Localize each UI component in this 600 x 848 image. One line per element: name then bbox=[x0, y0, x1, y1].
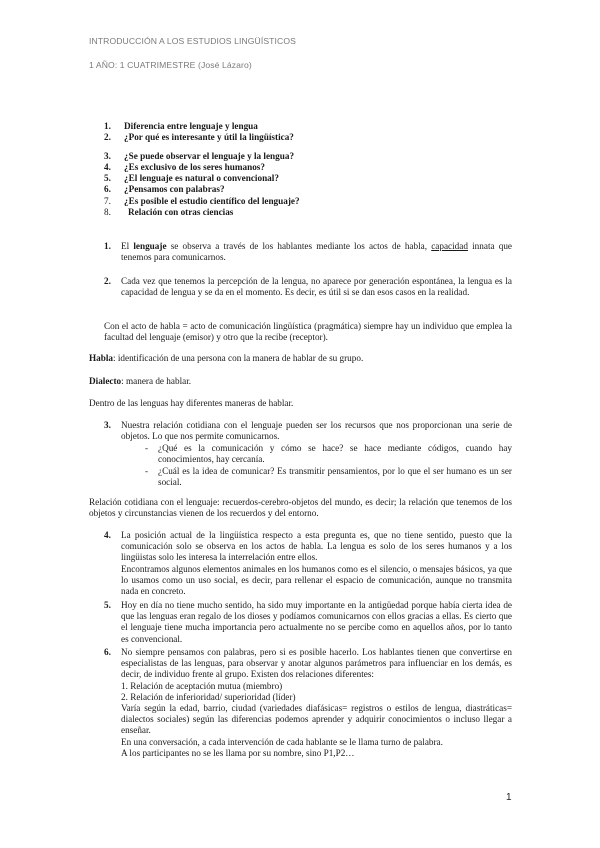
section-number: 6. bbox=[104, 647, 111, 657]
topic-number: 3. bbox=[104, 151, 111, 162]
topic-label: ¿Por qué es interesante y útil la lingüística? bbox=[124, 132, 294, 143]
topic-label: Diferencia entre lenguaje y lengua bbox=[124, 121, 258, 131]
section-4-paragraph-1: La posición actual de la lingüística respecto a esta pregunta es, que no tiene sentido, puesto que la comunicación solo se observa en los actos de habla. La lengua es solo de los seres humanos y a los lingüistas solo les interesa la interrelación entre ellos. bbox=[121, 530, 512, 563]
section-6-paragraph-3: En una conversación, a cada intervención de cada hablante se le llama turno de palabra. bbox=[121, 736, 443, 747]
section-6-paragraph-4: A los participantes no se les llama por su nombre, sino P1,P2… bbox=[121, 747, 355, 758]
relation-1: 1. Relación de aceptación mutua (miembro) bbox=[121, 680, 283, 691]
topic-item bbox=[104, 132, 424, 143]
section-number: 2. bbox=[104, 276, 111, 286]
topic-label: ¿Se puede observar el lenguaje y la lengua? bbox=[124, 151, 295, 162]
document-header-term: 1 AÑO: 1 CUATRIMESTRE (José Lázaro) bbox=[89, 60, 252, 70]
section-1-text: El lenguaje se observa a través de los hablantes mediante los actos de habla, capacidad innata que tenemos para comunicarnos. bbox=[121, 241, 513, 263]
page-number: 1 bbox=[506, 792, 512, 803]
section-6-paragraph-1: No siempre pensamos con palabras, pero si es posible hacerlo. Los hablantes tienen que convertirse en especialistas de las lenguas, para observar y anotar algunos parámetros para influenciar en los demás, es decir, de individuo frente al grupo. Existen dos relaciones diferentes: bbox=[121, 647, 512, 680]
acto-de-habla-paragraph: Con el acto de habla = acto de comunicación lingüística (pragmática) siempre hay un individuo que emplea la facultad del lenguaje (emisor) y otro que la recibe (receptor). bbox=[104, 321, 512, 343]
section-3-text: Nuestra relación cotidiana con el lenguaje pueden ser los recursos que nos proporcionan una serie de objetos. Lo que nos permite comunicarnos. bbox=[121, 420, 512, 442]
bullet-text: ¿Qué es la comunicación y cómo se hace? se hace mediante códigos, cuando hay conocimientos, hay cercanía. bbox=[158, 443, 512, 465]
bullet-text: ¿Cuál es la idea de comunicar? Es transmitir pensamientos, por lo que el ser humano es un ser social. bbox=[158, 466, 512, 488]
section-2-text: Cada vez que tenemos la percepción de la lengua, no aparece por generación espontánea, la lengua es la capacidad de lengua y se da en el momento. Es decir, es útil si se dan esos casos en la realidad. bbox=[121, 276, 512, 298]
section-4-paragraph-2: Encontramos algunos elementos animales en los humanos como es el silencio, o mensajes básicos, ya que lo usamos como un uso social, es decir, para rellenar el espacio de comunicación, aunque no transmita nada en concreto. bbox=[121, 563, 512, 597]
section-number: 1. bbox=[104, 241, 111, 251]
topic-item bbox=[104, 162, 424, 173]
topic-number: 1. bbox=[104, 121, 111, 131]
topic-label: Relación con otras ciencias bbox=[128, 206, 234, 217]
topic-item bbox=[104, 151, 424, 162]
section-number: 3. bbox=[104, 420, 111, 430]
dentro-paragraph: Dentro de las lenguas hay diferentes maneras de hablar. bbox=[89, 398, 294, 408]
underlined-word: capacidad bbox=[431, 241, 468, 251]
habla-definition: Habla: identificación de una persona con la manera de hablar de su grupo. bbox=[89, 353, 364, 363]
topic-item bbox=[104, 184, 424, 195]
section-6-text bbox=[121, 647, 512, 759]
section-4-text bbox=[121, 530, 512, 597]
topic-item bbox=[104, 196, 424, 207]
dialecto-definition: Dialecto: manera de hablar. bbox=[89, 376, 192, 386]
topic-label: ¿Es posible el estudio científico del lenguaje? bbox=[124, 195, 300, 206]
term-lenguaje: lenguaje bbox=[133, 241, 167, 251]
topic-item bbox=[104, 173, 424, 184]
topic-number: 6. bbox=[104, 184, 111, 195]
section-number: 4. bbox=[104, 530, 111, 540]
document-header-course: INTRODUCCIÓN A LOS ESTUDIOS LINGÜÍSTICOS bbox=[89, 36, 296, 46]
topic-label: ¿Es exclusivo de los seres humanos? bbox=[124, 162, 265, 173]
topic-item bbox=[104, 207, 424, 218]
section-5-text: Hoy en día no tiene mucho sentido, ha sido muy importante en la antigüedad porque había cierta idea de que las lenguas eran regalo de los dioses y podíamos comunicarnos con ellos gracias a ellas. Es cierto que el lenguaje tiene mucha importancia pero actualmente no se percibe como en aquellos años, por lo tanto es convencional. bbox=[121, 600, 512, 644]
topic-number: 2. bbox=[104, 132, 111, 143]
topics-list bbox=[104, 121, 424, 218]
section-6-paragraph-2: Varía según la edad, barrio, ciudad (variedades diafásicas= registros o estilos de lengua, diastráticas= dialectos sociales) según las diferencias podemos aprender y adquirir conocimientos o incluso llegar a enseñar. bbox=[121, 703, 512, 736]
topic-number: 4. bbox=[104, 162, 111, 173]
topic-number: 8. bbox=[104, 206, 111, 217]
topic-item bbox=[104, 121, 424, 132]
topic-number: 7. bbox=[104, 195, 111, 206]
topic-label: ¿Pensamos con palabras? bbox=[124, 184, 225, 195]
section-number: 5. bbox=[104, 600, 111, 610]
topic-number: 5. bbox=[104, 173, 111, 184]
relation-2: 2. Relación de inferioridad/ superioridad (líder) bbox=[121, 691, 296, 702]
relacion-cotidiana-paragraph: Relación cotidiana con el lenguaje: recuerdos-cerebro-objetos del mundo, es decir; la relación que tenemos de los objetos y circunstancias vienen de los recuerdos y del entorno. bbox=[89, 497, 512, 519]
topic-label: ¿El lenguaje es natural o convencional? bbox=[124, 173, 279, 184]
